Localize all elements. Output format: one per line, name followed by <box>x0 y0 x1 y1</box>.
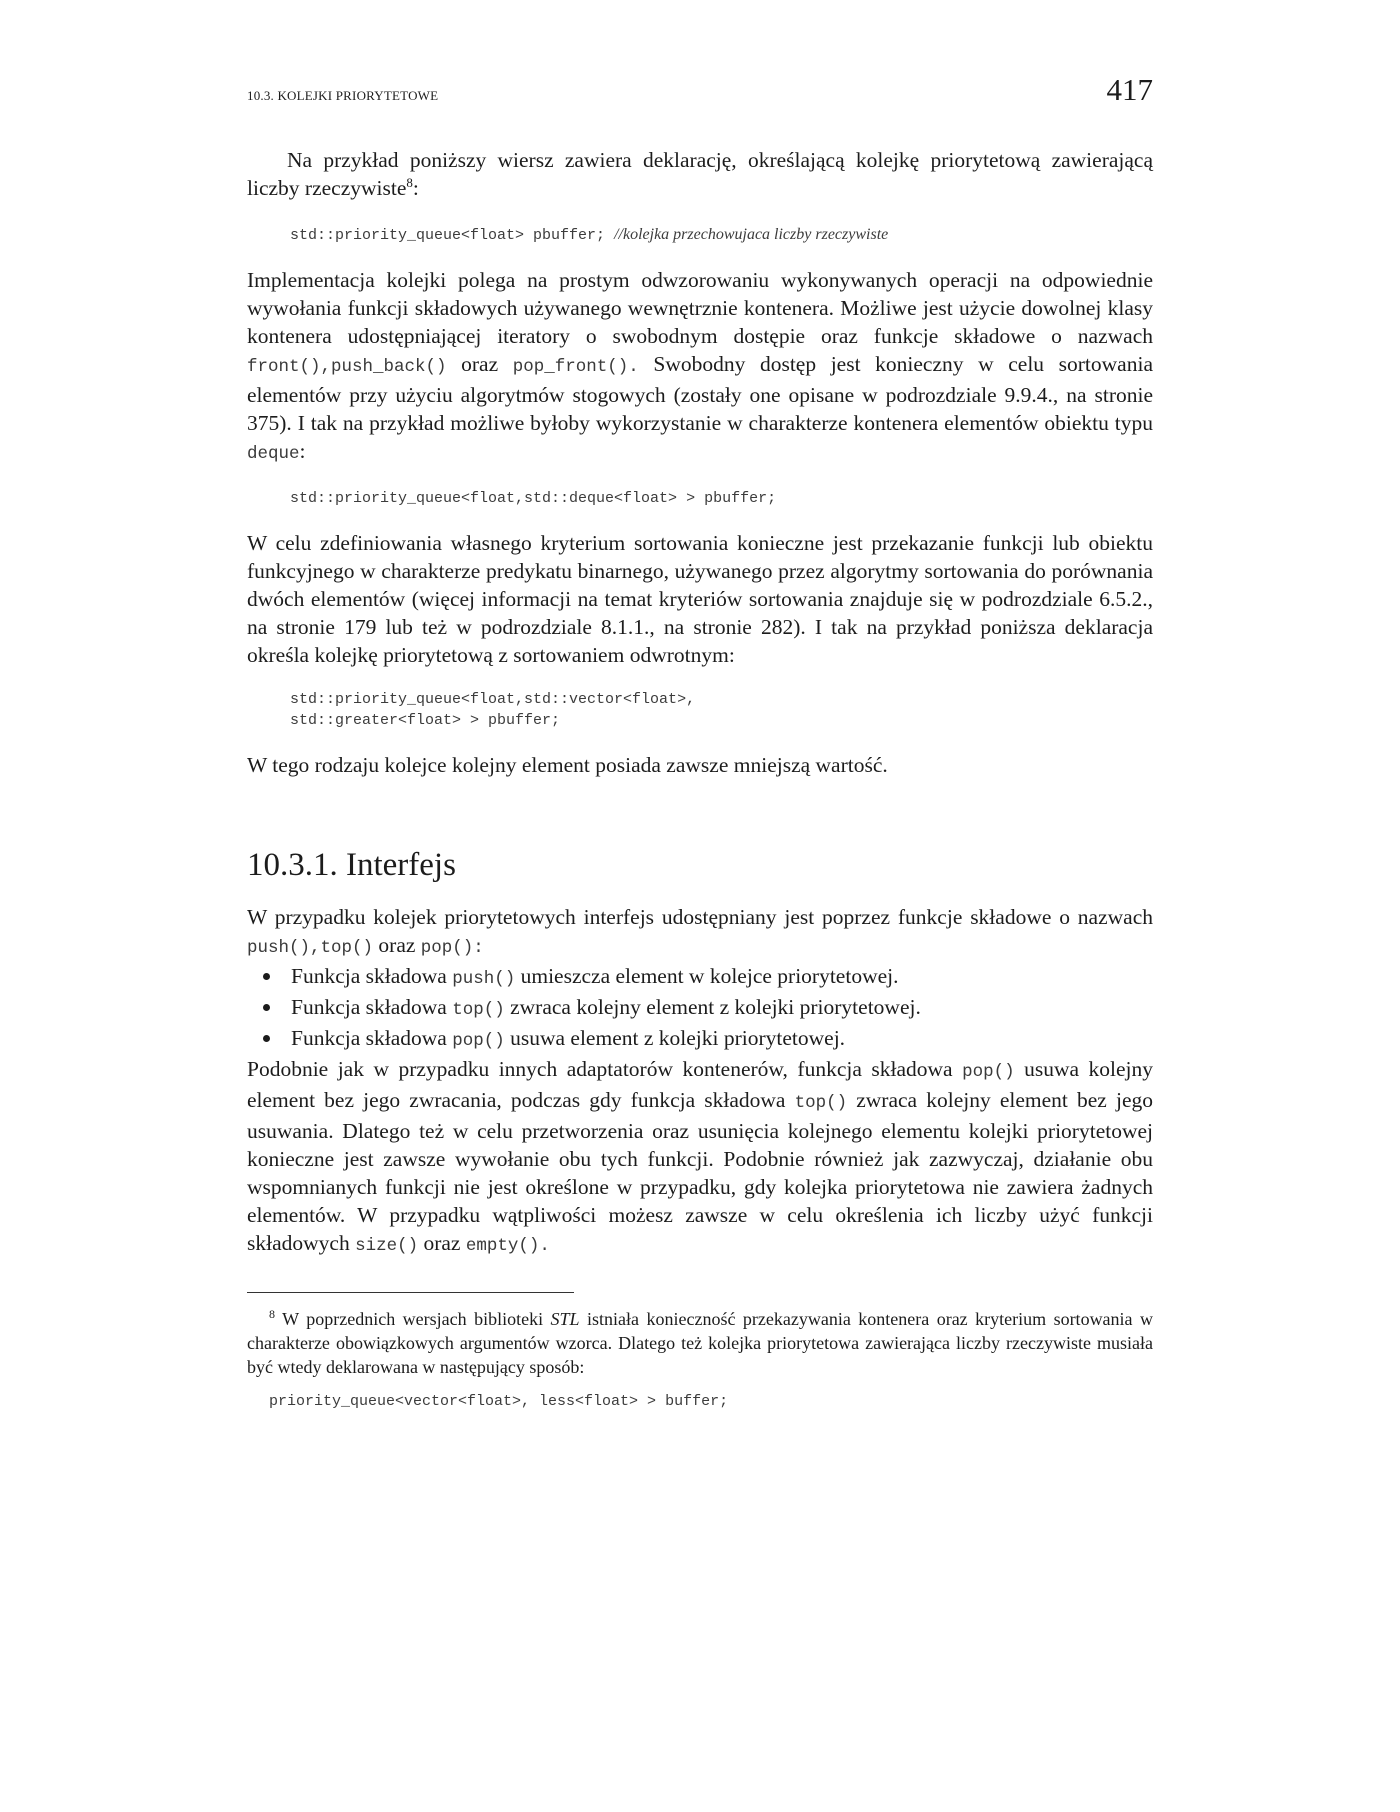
inline-code-push-top: push(),top() <box>247 938 374 958</box>
code-example-1-comment: //kolejka przechowujaca liczby rzeczywiste <box>614 226 889 243</box>
interface-intro-text-1: W przypadku kolejek priorytetowych interfejs udostępniany jest poprzez funkcje składowe o nazwach <box>247 905 1153 929</box>
implementation-text-4: : <box>299 439 306 463</box>
footnote-stl: STL <box>550 1309 580 1329</box>
footnote <box>247 1307 1153 1412</box>
bullet-text: zwraca kolejny element z kolejki priorytetowej. <box>504 995 921 1019</box>
footnote-text-2: istniała konieczność przekazywania kontenera oraz kryterium sortowania w charakterze obowiązkowych argumentów wzorca. Dlatego też kolejka priorytetowa zawierająca liczby rzeczywiste musiała być wtedy deklarowana w następujący sposób: <box>247 1309 1153 1377</box>
list-item <box>247 993 1153 1024</box>
bullet-code: top() <box>452 1000 505 1020</box>
list-item <box>247 1024 1153 1055</box>
bullet-text: Funkcja składowa <box>291 995 453 1019</box>
section-heading: 10.3.1. Interfejs <box>247 847 456 883</box>
explanation-text-3: zwraca kolejny element bez jego usuwania. Dlatego też w celu przetworzenia oraz usunięcia kolejnego elementu kolejki priorytetowej konieczne jest zawsze wywołanie obu tych funkcji. Podobnie również jak zazwyczaj, działanie obu wspomnianych funkcji nie jest określone w przypadku, gdy kolejka priorytetowa nie zawiera żadnych elementów. W przypadku wątpliwości możesz zawsze w celu określenia ich liczby użyć funkcji składowych <box>247 1088 1153 1255</box>
bullet-text: Funkcja składowa <box>291 964 453 988</box>
page-number: 417 <box>1106 72 1153 107</box>
bullet-text: Funkcja składowa <box>291 1026 453 1050</box>
footnote-separator <box>247 1292 574 1293</box>
intro-text-end: : <box>412 176 419 200</box>
interface-intro-paragraph <box>247 903 1153 962</box>
inline-code-pop: pop(): <box>420 938 484 958</box>
footnote-text-1: W poprzednich wersjach biblioteki <box>275 1309 551 1329</box>
list-item <box>247 962 1153 993</box>
smaller-value-paragraph: W tego rodzaju kolejce kolejny element posiada zawsze mniejszą wartość. <box>247 753 888 777</box>
sorting-criterion-paragraph: W celu zdefiniowania własnego kryterium sortowania konieczne jest przekazanie funkcji lub obiektu funkcyjnego w charakterze predykatu binarnego, używanego przez algorytmy sortowania do porównania dwóch elementów (więcej informacji na temat kryteriów sortowania znajduje się w podrozdziale 6.5.2., na stronie 179 lub też w podrozdziale 8.1.1., na stronie 282). I tak na przykład poniższa deklaracja określa kolejkę priorytetową z sortowaniem odwrotnym: <box>247 531 1153 667</box>
bullet-text: usuwa element z kolejki priorytetowej. <box>504 1026 846 1050</box>
interface-bullet-list <box>247 962 1153 1055</box>
bullet-icon <box>263 1035 270 1042</box>
bullet-icon <box>263 1004 270 1011</box>
implementation-text-1: Implementacja kolejki polega na prostym odwzorowaniu wykonywanych operacji na odpowiednie wywołania funkcji składowych używanego wewnętrznie kontenera. Możliwe jest użycie dowolnej klasy kontenera udostępniającej iteratory o swobodnym dostępie oraz funkcje składowe o nazwach <box>247 268 1153 348</box>
code-example-3-line-1: std::priority_queue<float,std::vector<float>, <box>290 691 696 708</box>
footnote-reference: 8 <box>406 174 413 190</box>
explanation-text-4: oraz <box>418 1231 466 1255</box>
bullet-text: umieszcza element w kolejce priorytetowej. <box>515 964 899 988</box>
inline-code-empty: empty(). <box>465 1236 550 1256</box>
inline-code-front-push-back: front(),push_back() <box>247 357 447 377</box>
intro-paragraph <box>247 146 1153 202</box>
bullet-code: push() <box>452 969 516 989</box>
code-example-1 <box>290 224 1153 246</box>
bullet-code: pop() <box>452 1031 505 1051</box>
code-example-1-code: std::priority_queue<float> pbuffer; <box>290 227 606 244</box>
implementation-text-2: oraz <box>446 352 513 376</box>
inline-code-size: size() <box>355 1236 419 1256</box>
implementation-text-3: Swobodny dostęp jest konieczny w celu sortowania elementów przy użyciu algorytmów stogowych (zostały one opisane w podrozdziale 9.9.4., na stronie 375). I tak na przykład możliwe byłoby wykorzystanie w charakterze kontenera elementów obiektu typu <box>247 352 1153 435</box>
intro-text: Na przykład poniższy wiersz zawiera deklarację, określającą kolejkę priorytetową zawierającą liczby rzeczywiste <box>247 148 1153 200</box>
running-head <box>247 72 1153 116</box>
page-content <box>247 146 1153 1412</box>
inline-code-pop: pop() <box>962 1062 1015 1082</box>
interface-intro-text-2: oraz <box>373 933 421 957</box>
explanation-text-2: usuwa kolejny element bez jego zwracania, podczas gdy funkcja składowa <box>247 1057 1153 1112</box>
code-example-3-line-2: std::greater<float> > pbuffer; <box>290 712 561 729</box>
footnote-mark: 8 <box>269 1307 275 1321</box>
implementation-paragraph <box>247 266 1153 468</box>
pop-top-explanation-paragraph <box>247 1055 1153 1260</box>
footnote-code: priority_queue<vector<float>, less<float> > buffer; <box>269 1393 729 1410</box>
inline-code-deque: deque <box>247 444 300 464</box>
running-head-section: 10.3. KOLEJKI PRIORYTETOWE <box>247 88 439 103</box>
inline-code-top: top() <box>794 1093 848 1113</box>
inline-code-pop-front: pop_front(). <box>512 357 639 377</box>
bullet-icon <box>263 973 270 980</box>
explanation-text-1: Podobnie jak w przypadku innych adaptatorów kontenerów, funkcja składowa <box>247 1057 963 1081</box>
footnote-paragraph <box>247 1307 1153 1379</box>
code-example-2: std::priority_queue<float,std::deque<float> > pbuffer; <box>290 490 777 507</box>
code-example-3 <box>290 689 1153 731</box>
